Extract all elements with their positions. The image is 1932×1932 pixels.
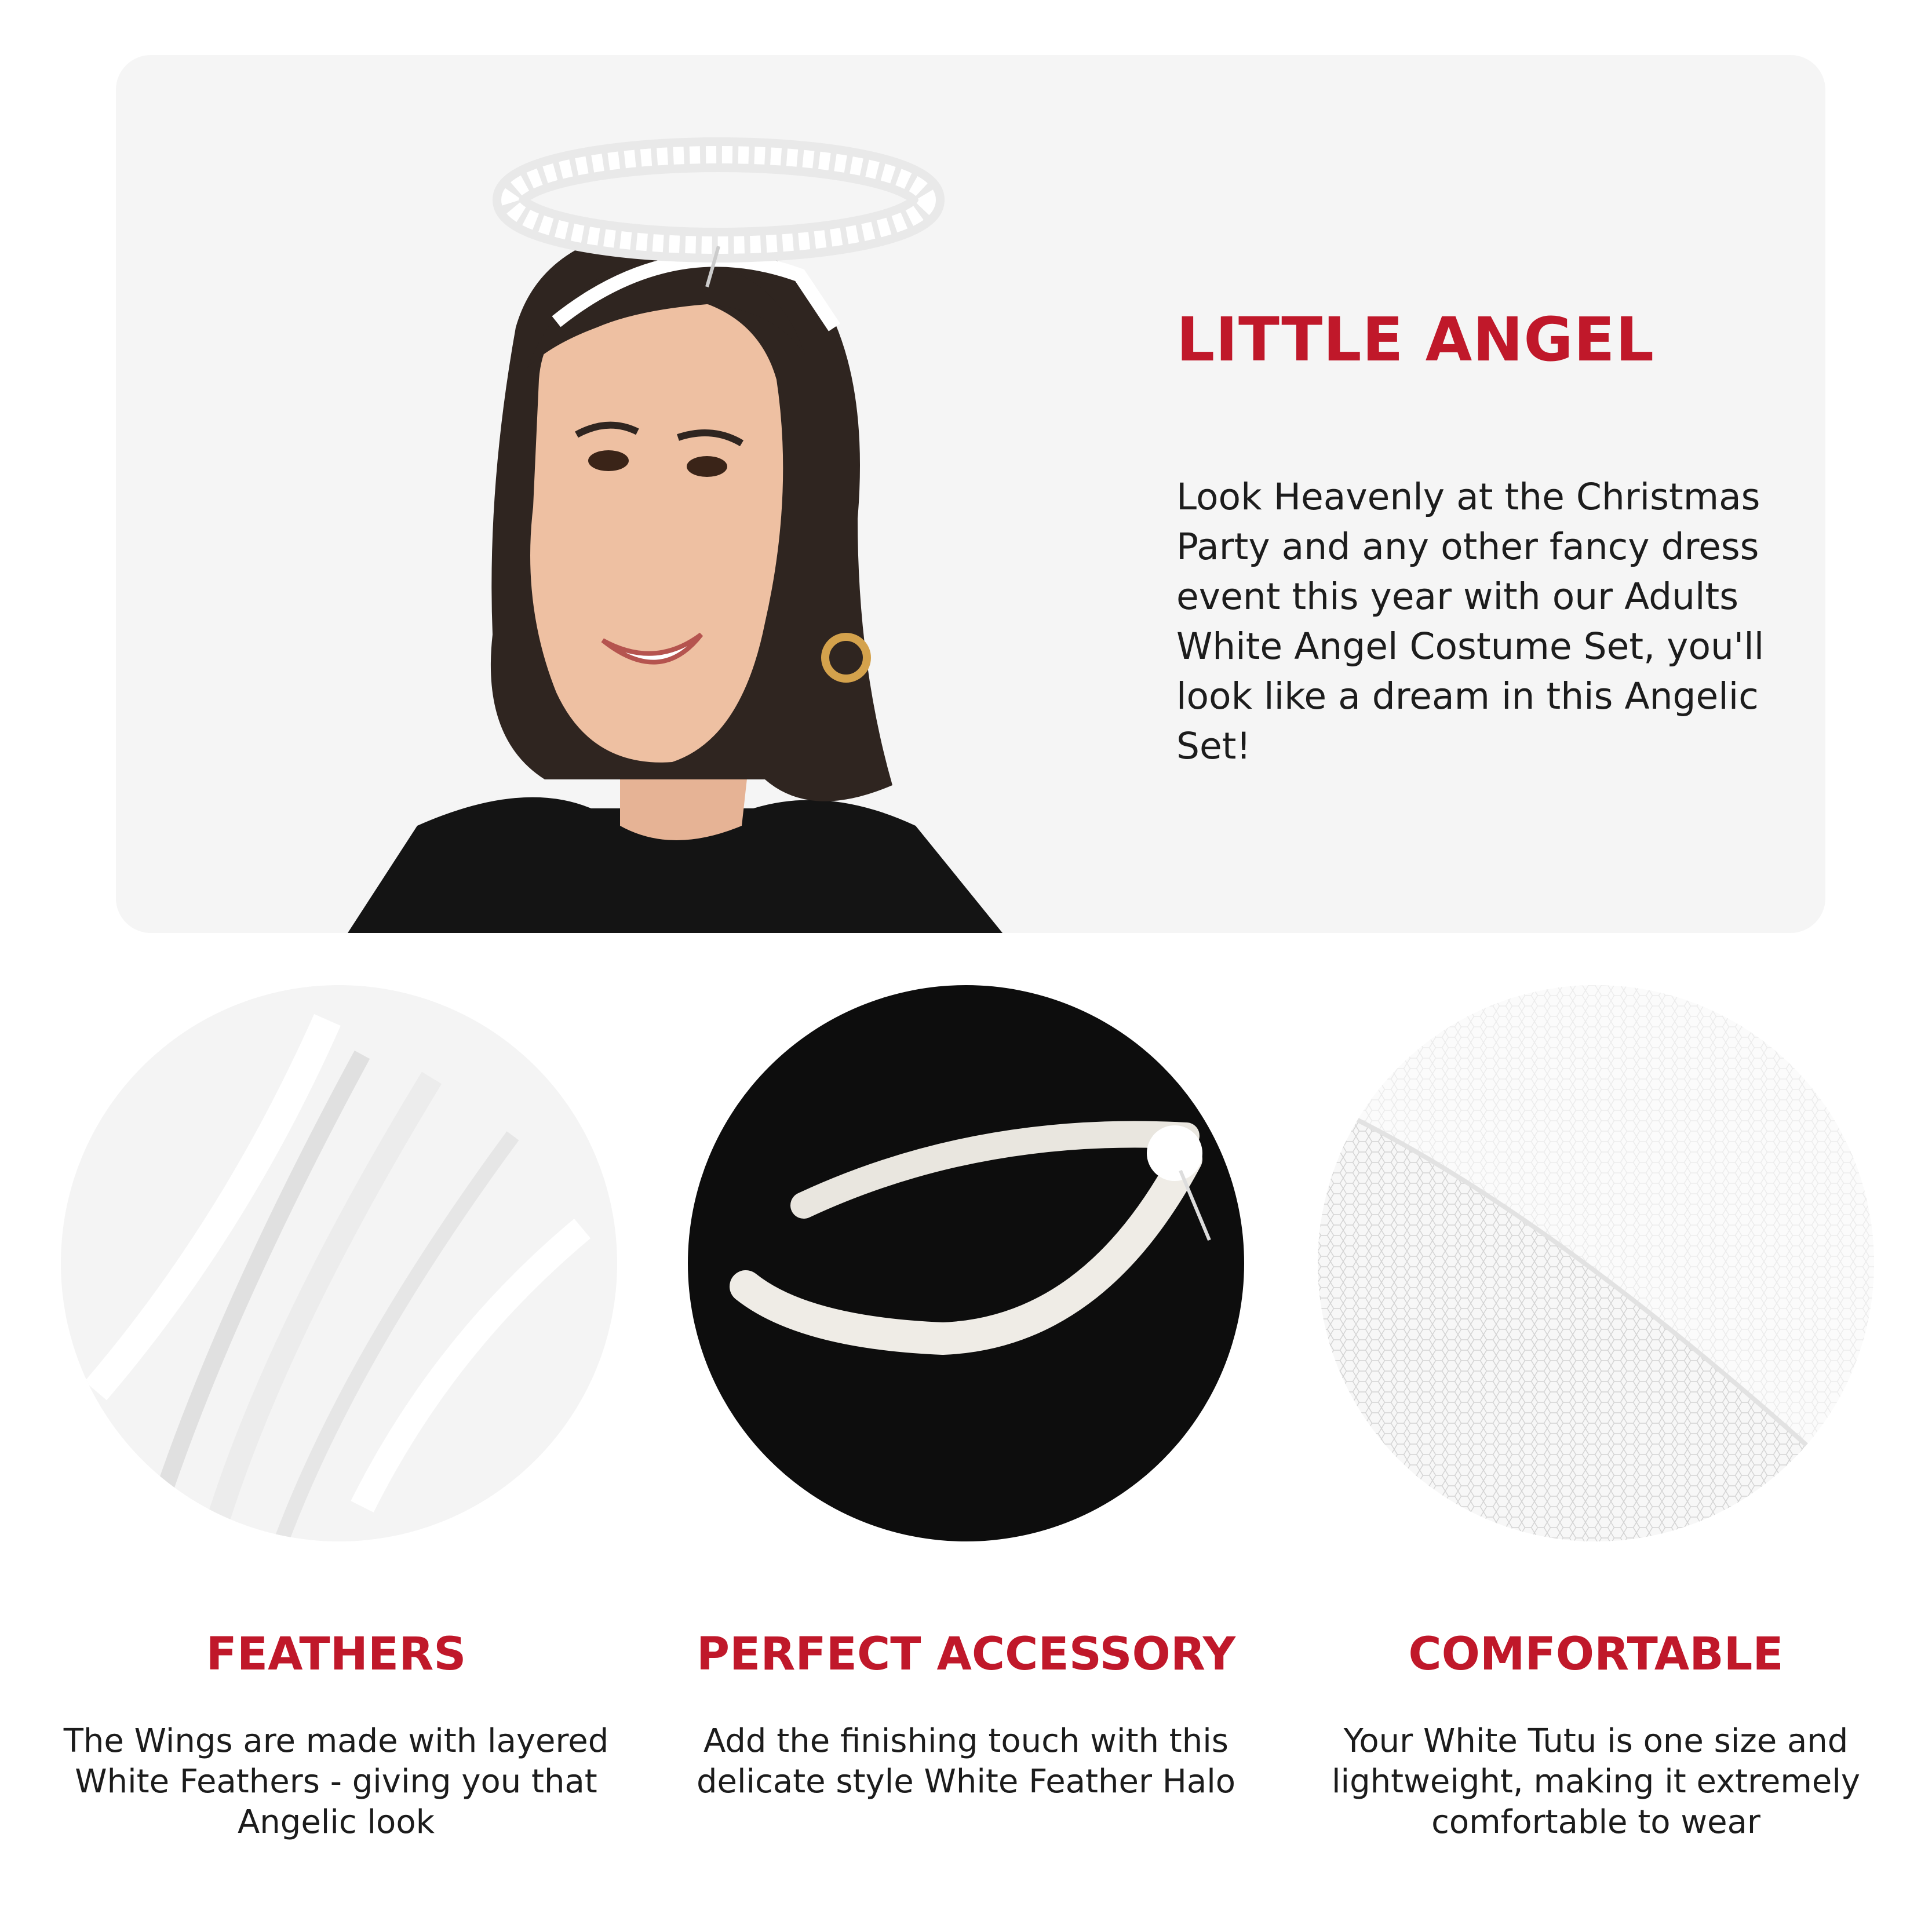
feature-title: PERFECT ACCESSORY — [696, 1628, 1236, 1681]
feathers-image — [61, 985, 617, 1541]
feature-text: Your White Tutu is one size and lightweight, making it extremely comfortable to wear — [1331, 1722, 1861, 1841]
feature-text: The Wings are made with layered White Feathers - giving you that Angelic look — [63, 1722, 609, 1841]
tulle-image — [1318, 985, 1874, 1541]
headband-image — [688, 985, 1244, 1541]
hero-description: Look Heavenly at the Christmas Party and any other fancy dress event this year with our Adults White Angel Costume Set, you'll look like a dream in this Angelic Set! — [1176, 476, 1765, 767]
hero-title: LITTLE ANGEL — [1176, 304, 1654, 375]
hero-panel — [116, 55, 1825, 933]
model-portrait-image — [348, 55, 1043, 933]
feature-title: FEATHERS — [206, 1628, 466, 1681]
feature-title: COMFORTABLE — [1408, 1628, 1784, 1681]
feature-text: Add the finishing touch with this delicate style White Feather Halo — [696, 1722, 1236, 1800]
